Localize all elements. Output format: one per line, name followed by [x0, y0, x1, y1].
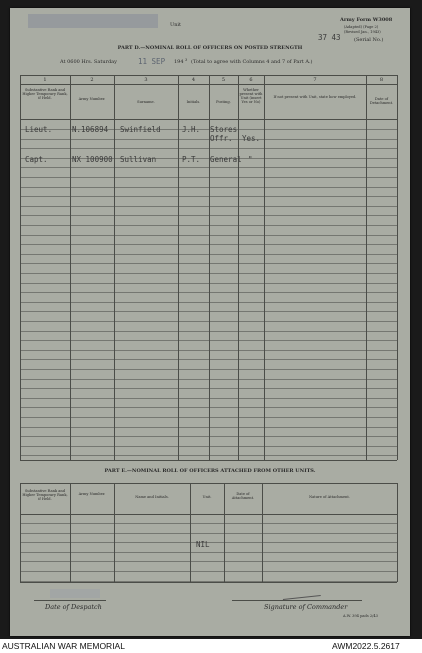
part-d-title: PART D.—NOMINAL ROLL OF OFFICERS ON POSTED STRENGTH — [117, 45, 303, 51]
date-stamp: 11 SEP — [138, 57, 166, 66]
despatch-date-stamp — [50, 589, 100, 598]
ruled-line — [20, 254, 397, 255]
ruled-line — [20, 407, 397, 408]
e-col-header-unit: Unit. — [202, 495, 212, 499]
ruled-line — [20, 350, 397, 351]
ruled-line — [20, 244, 397, 245]
col-header-surname: Surname. — [137, 100, 155, 104]
ruled-line — [20, 417, 397, 418]
form-number: Army Form W3008 — [340, 17, 393, 23]
row-present: " — [248, 155, 253, 164]
col-header-army-number: Army Number. — [78, 97, 106, 101]
ruled-line — [20, 369, 397, 370]
col-header-posting: Posting. — [216, 100, 231, 104]
row-posting-cont: Offr. — [210, 134, 233, 143]
row-army-number: N.106894 — [72, 125, 109, 134]
date-of-despatch-label: Date of Despatch — [45, 603, 102, 611]
nil-entry: NIL — [196, 540, 210, 549]
col-number: 6 — [249, 77, 253, 83]
archive-caption-bar — [0, 639, 422, 653]
ruled-line — [20, 552, 397, 553]
col-header-initials: Initials. — [186, 100, 201, 104]
serial-number-label: (Serial No.) — [354, 37, 384, 43]
ruled-line — [20, 436, 397, 437]
col-header-rank: Substantive Rank and Higher Temporary Rank, if Held. — [22, 88, 68, 100]
ruled-line — [20, 206, 397, 207]
ruled-line — [20, 455, 397, 456]
ruled-line — [20, 177, 397, 178]
ruled-line — [20, 446, 397, 447]
year-prefix: 194 — [174, 59, 184, 65]
ruled-line — [20, 388, 397, 389]
ruled-line — [20, 235, 397, 236]
ruled-line — [20, 571, 397, 572]
ruled-line — [20, 273, 397, 274]
col-number: 3 — [144, 77, 148, 83]
form-revised: (Revised Jan., 1943) — [344, 30, 381, 34]
ruled-line — [20, 292, 397, 293]
col-number: 7 — [313, 77, 317, 83]
col-number: 4 — [191, 77, 196, 83]
row-posting: General — [210, 155, 242, 164]
e-col-header-nature: Nature of Attachment. — [309, 495, 350, 499]
row-initials: P.T. — [182, 155, 201, 164]
row-surname: Sullivan — [120, 155, 157, 164]
col-header-employed: If not present with Unit, state how employed. — [273, 95, 357, 99]
col-header-detachment: Date of Detachment. — [369, 97, 394, 105]
ruled-line — [20, 167, 397, 168]
ruled-line — [20, 311, 397, 312]
year-suffix: 3 — [185, 58, 188, 62]
row-posting: Stores — [210, 125, 238, 134]
row-surname: Swinfield — [120, 125, 161, 134]
ruled-line — [20, 148, 397, 149]
col-number: 1 — [43, 77, 47, 83]
e-col-header-name: Name and Initials. — [135, 495, 169, 499]
document-page — [10, 8, 410, 636]
signature-of-commander-label: Signature of Commander — [264, 603, 348, 611]
print-code: A.W. 394 pads 2/43 — [343, 614, 378, 618]
serial-number-value: 37 43 — [318, 33, 341, 42]
ruled-line — [20, 139, 397, 140]
row-rank: Capt. — [25, 155, 48, 164]
commander-signature — [281, 579, 321, 600]
archive-reference: AWM2022.5.2617 — [332, 641, 400, 651]
ruled-line — [20, 533, 397, 534]
agree-note: (Total to agree with Columns 4 and 7 of Part A.) — [191, 59, 313, 65]
ruled-line — [20, 187, 397, 188]
ruled-line — [20, 340, 397, 341]
row-army-number: NX 100900 — [72, 155, 113, 164]
e-col-header-army-number: Army Number. — [78, 492, 106, 496]
ruled-line — [20, 561, 397, 562]
e-col-header-rank: Substantive Rank and Higher Temporary Rank, if Held. — [22, 489, 68, 501]
ruled-line — [20, 359, 397, 360]
row-initials: J.H. — [182, 125, 201, 134]
form-adapted: (Adapted) (Page 2) — [344, 25, 379, 29]
ruled-line — [20, 225, 397, 226]
archive-name: AUSTRALIAN WAR MEMORIAL — [2, 641, 125, 651]
col-number: 5 — [221, 77, 226, 83]
at-hours-line: At 0600 Hrs. Saturday — [60, 59, 117, 65]
ruled-line — [20, 398, 397, 399]
col-number: 2 — [90, 77, 94, 83]
ruled-line — [20, 283, 397, 284]
ruled-line — [20, 331, 397, 332]
ruled-line — [20, 302, 397, 303]
unit-name-stamp — [28, 14, 158, 28]
ruled-line — [20, 263, 397, 264]
col-number: 8 — [379, 77, 384, 83]
unit-label: Unit — [170, 22, 182, 28]
ruled-line — [20, 427, 397, 428]
ruled-line — [20, 581, 397, 582]
part-e-title: PART E.—NOMINAL ROLL OF OFFICERS ATTACHED FROM OTHER UNITS. — [104, 468, 316, 474]
ruled-line — [20, 379, 397, 380]
e-col-header-date: Date of Attachment. — [231, 492, 255, 500]
ruled-line — [20, 215, 397, 216]
row-rank: Lieut. — [25, 125, 53, 134]
ruled-line — [20, 321, 397, 322]
col-header-present: Whether present with Unit (insert Yes or No) — [239, 88, 263, 104]
ruled-line — [20, 196, 397, 197]
ruled-line — [20, 523, 397, 524]
row-present: Yes. — [242, 134, 261, 143]
